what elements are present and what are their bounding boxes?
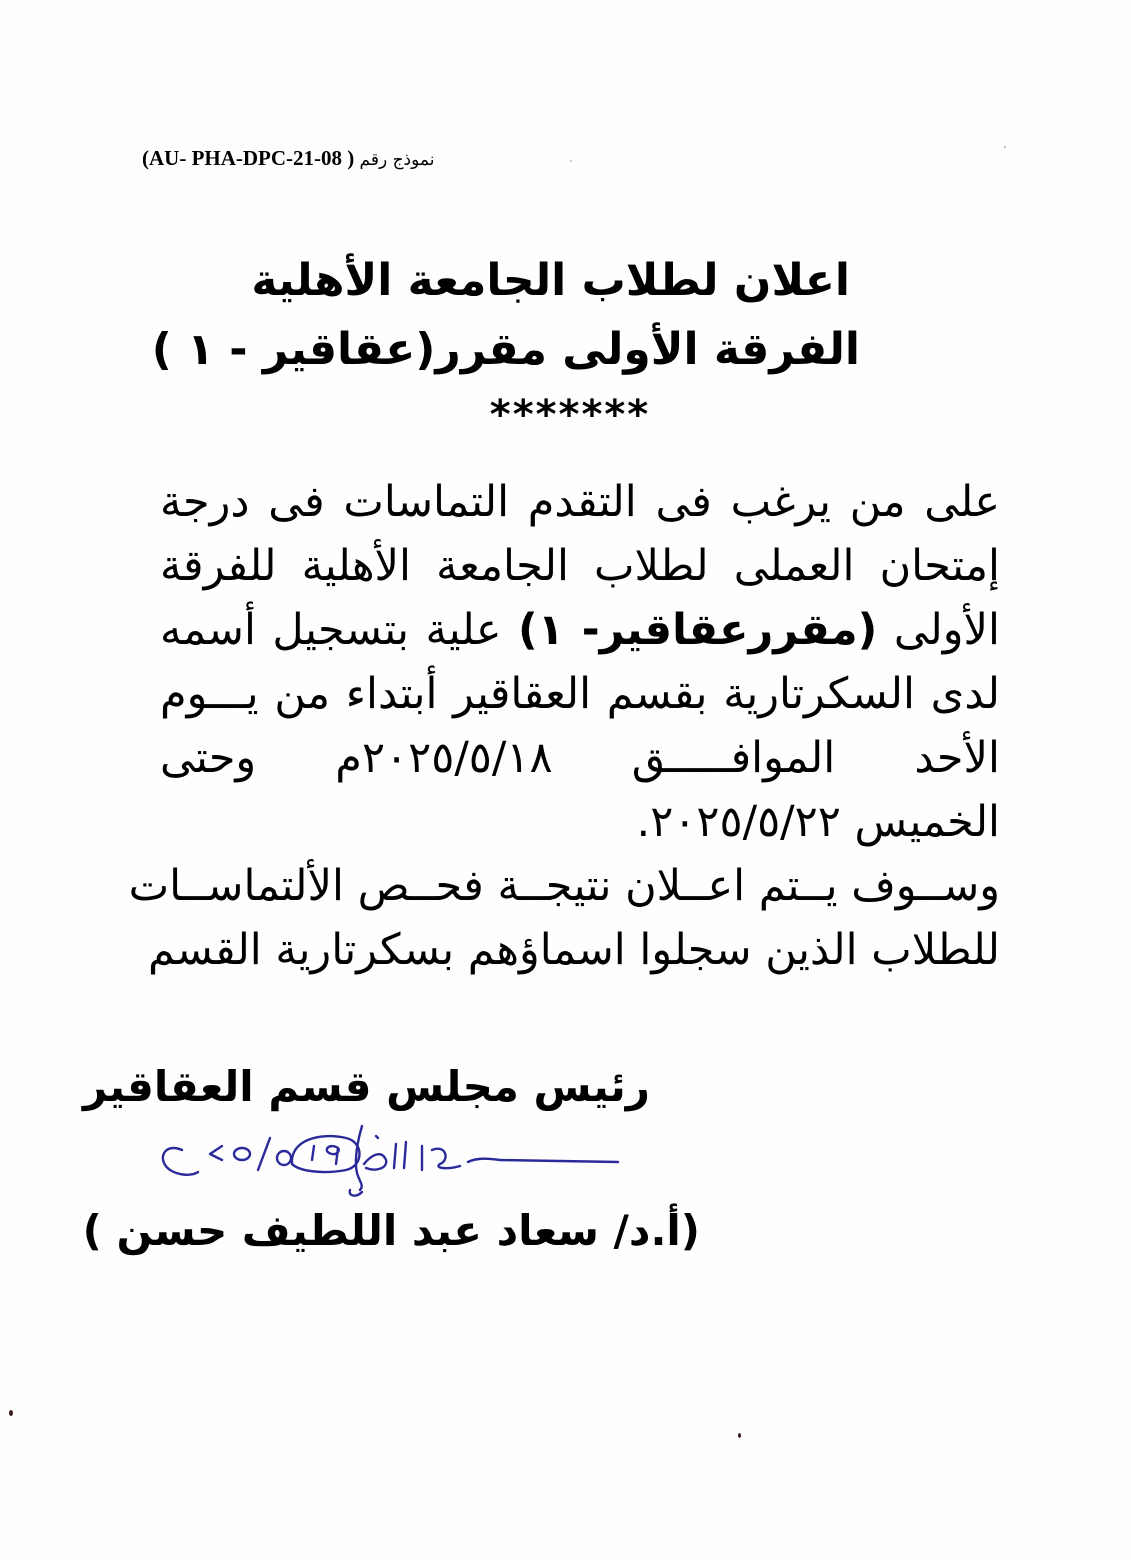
body-line-2: إمتحان العملى لطلاب الجامعة الأهلية للفرقة [160, 541, 1000, 591]
scan-speck [738, 1433, 741, 1438]
form-number-label: نموذج رقم [359, 150, 435, 170]
body-line-5-start-date: الأحد الموافـــــق ٢٠٢٥/٥/١٨م وحتى [160, 733, 1000, 783]
scan-speck [9, 1410, 13, 1416]
body-line-7: وســوف يــتم اعــلان نتيجــة فحــص الألتماســات [128, 861, 1000, 911]
announcement-subtitle: الفرقة الأولى مقرر(عقاقير - ١ ) [151, 324, 860, 375]
form-number [142, 146, 522, 171]
signer-name: (أ.د/ سعاد عبد اللطيف حسن ) [82, 1206, 700, 1255]
form-code: (AU- PHA-DPC-21-08 ) [142, 146, 355, 170]
announcement-body [128, 470, 1001, 982]
body-text-first-year: الأولى [893, 605, 1001, 655]
separator-stars: ******* [489, 392, 651, 438]
scan-speck [1004, 146, 1006, 148]
body-line-8: للطلاب الذين سجلوا اسماؤهم بسكرتارية القسم [147, 925, 1000, 975]
body-text-register: علية بتسجيل أسمه [160, 605, 502, 655]
handwritten-signature-icon [150, 1120, 640, 1200]
scan-speck [570, 160, 572, 162]
signer-title: رئيس مجلس قسم العقاقير [83, 1062, 650, 1111]
body-line-6-end-date: الخميس ٢٠٢٥/٥/٢٢. [636, 797, 1000, 847]
body-line-3 [160, 598, 1000, 662]
course-name: (مقررعقاقير- ١) [518, 605, 878, 655]
announcement-title: اعلان لطلاب الجامعة الأهلية [251, 255, 850, 306]
body-line-1: على من يرغب فى التقدم التماسات فى درجة [160, 477, 1000, 527]
body-line-4: لدى السكرتارية بقسم العقاقير أبتداء من يـــوم [160, 669, 1000, 719]
